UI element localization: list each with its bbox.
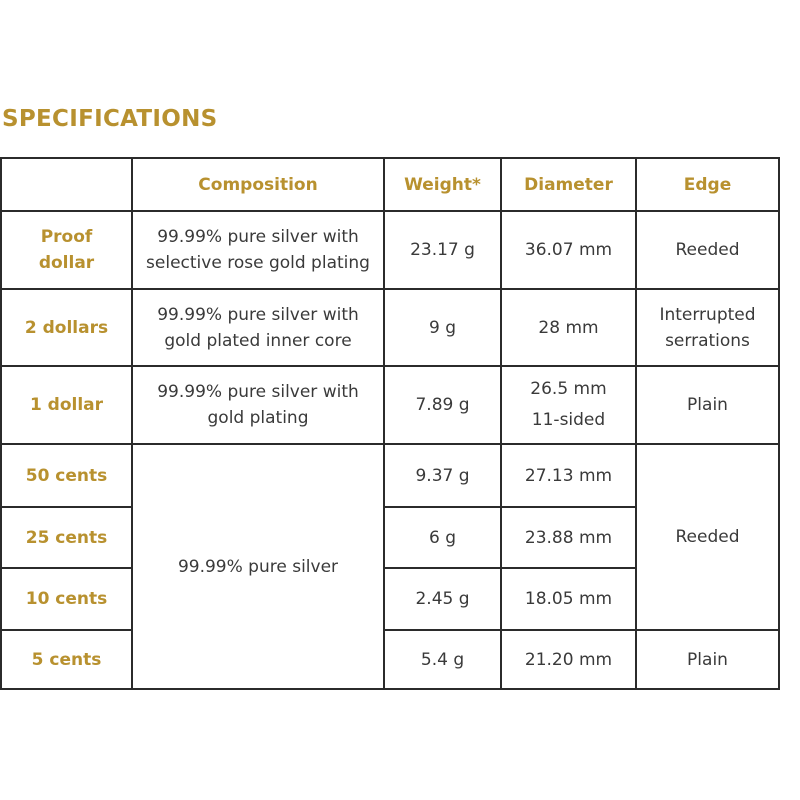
- composition-line: 99.99% pure silver: [177, 556, 339, 577]
- page-title: SPECIFICATIONS: [2, 106, 218, 132]
- header-row: [1, 158, 779, 211]
- diameter-line: 11-sided: [531, 410, 606, 430]
- weight-cell: 5.4 g: [384, 630, 501, 689]
- specifications-table: [0, 157, 780, 690]
- row-label: [1, 568, 132, 630]
- diameter-cell: [501, 211, 636, 289]
- edge-cell: [636, 366, 779, 444]
- row-label: [1, 507, 132, 568]
- table-row: [1, 289, 779, 366]
- composition-cell: [132, 289, 384, 366]
- row-label-line: Proof: [40, 227, 93, 247]
- composition-line: 99.99% pure silver with: [157, 227, 359, 247]
- diameter-line: 36.07 mm: [524, 240, 613, 260]
- diameter-cell: [501, 630, 636, 689]
- weight-cell: 9.37 g: [384, 444, 501, 507]
- header-weight: Weight*: [384, 158, 501, 211]
- edge-line: Reeded: [675, 527, 740, 547]
- row-label-line: 25 cents: [25, 527, 108, 548]
- header-edge: Edge: [636, 158, 779, 211]
- weight-cell: 9 g: [384, 289, 501, 366]
- weight-cell: 7.89 g: [384, 366, 501, 444]
- composition-cell: [132, 444, 384, 689]
- diameter-cell: [501, 507, 636, 568]
- edge-line: Plain: [687, 649, 728, 670]
- header-composition: Composition: [132, 158, 384, 211]
- edge-line: Interrupted: [659, 304, 756, 325]
- weight-cell: 6 g: [384, 507, 501, 568]
- row-label-line: 2 dollars: [24, 317, 109, 338]
- weight-cell: 23.17 g: [384, 211, 501, 289]
- header-blank: [1, 158, 132, 211]
- composition-line: 99.99% pure silver with: [157, 382, 359, 402]
- composition-cell: [132, 211, 384, 289]
- composition-line: selective rose gold plating: [146, 253, 370, 273]
- row-label: [1, 211, 132, 289]
- row-label: [1, 444, 132, 507]
- edge-line: Reeded: [675, 240, 740, 260]
- edge-line: serrations: [665, 330, 750, 351]
- diameter-cell: [501, 289, 636, 366]
- edge-cell: [636, 289, 779, 366]
- edge-cell: [636, 630, 779, 689]
- composition-line: gold plating: [207, 408, 309, 428]
- table-row: [1, 211, 779, 289]
- row-label-line: 50 cents: [25, 465, 108, 486]
- row-label: [1, 366, 132, 444]
- table-row: [1, 444, 779, 507]
- diameter-line: 27.13 mm: [524, 465, 613, 486]
- row-label: [1, 289, 132, 366]
- diameter-line: 28 mm: [538, 317, 599, 338]
- edge-cell: [636, 444, 779, 630]
- weight-cell: 2.45 g: [384, 568, 501, 630]
- composition-line: 99.99% pure silver with: [157, 304, 359, 325]
- composition-cell: [132, 366, 384, 444]
- header-diameter: Diameter: [501, 158, 636, 211]
- row-label-line: dollar: [38, 253, 95, 273]
- row-label: [1, 630, 132, 689]
- diameter-line: 26.5 mm: [530, 379, 607, 399]
- diameter-cell: [501, 366, 636, 444]
- diameter-cell: [501, 568, 636, 630]
- table-row: [1, 630, 779, 689]
- row-label-line: 5 cents: [31, 649, 102, 670]
- table-row: [1, 366, 779, 444]
- diameter-cell: [501, 444, 636, 507]
- diameter-line: 18.05 mm: [524, 589, 613, 609]
- diameter-line: 21.20 mm: [524, 649, 613, 670]
- composition-line: gold plated inner core: [164, 330, 352, 351]
- edge-line: Plain: [687, 395, 728, 415]
- row-label-line: 10 cents: [25, 589, 108, 609]
- diameter-line: 23.88 mm: [524, 527, 613, 548]
- edge-cell: [636, 211, 779, 289]
- row-label-line: 1 dollar: [29, 395, 104, 415]
